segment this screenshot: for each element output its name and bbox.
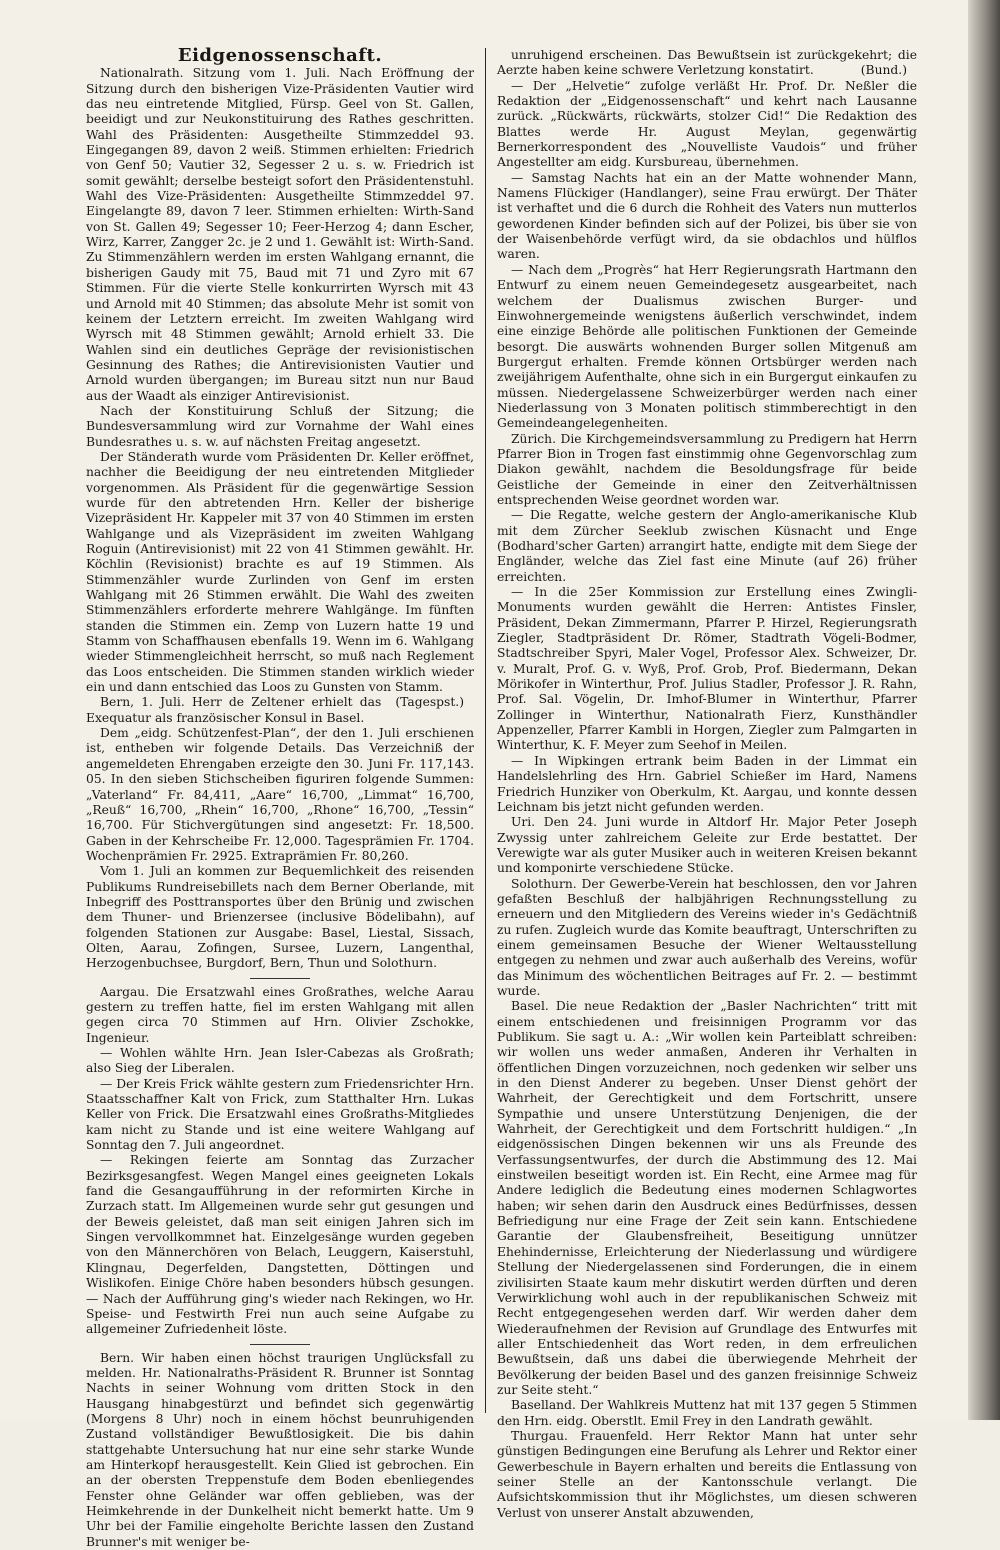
article-regatte: — Die Regatte, welche gestern der Anglo-amerikanische Klub mit dem Zürcher Seeklub zwischen Küsnacht und Enge (Bodhard'scher Garten) arrangirt hatte, endigte mit dem Siege der Engländer, welche das Ziel fast eine Minute (auf 26) früher erreichten. — [497, 508, 917, 584]
article-wipkingen: — In Wipkingen ertrank beim Baden in der Limmat ein Handelslehrling des Hrn. Gabriel Schießer im Hard, Namens Friedrich Hunziker von Oberkulm, Kt. Aargau, und konnte dessen Leichnam bis jetzt nicht gefunden werden. — [497, 753, 917, 814]
article-bern-konsul: Bern, 1. Juli. Herr de Zeltener erhielt das Exequatur als französischer Konsul in Basel. — [86, 695, 382, 725]
article-bern-unglueck: Bern. Wir haben einen höchst traurigen Unglücksfall zu melden. Hr. Nationalraths-Präsident R. Brunner ist Sonntag Nachts in seiner Wohnung vom dritten Stock in den Hausgang hinabgestürzt und befindet sich gegenwärtig (Morgens 8 Uhr) noch in einem höchst beunruhigenden Zustand vollständiger Bewußtlosigkeit. Die bis dahin stattgehabte Untersuchung hat nur eine sehr starke Wunde am Hinterkopf herausgestellt. Kein Glied ist gebrochen. Ein an der obersten Treppenstufe dem Boden ebenliegendes Fenster ohne Geländer war offen geblieben, was der Heimkehrende in der Dunkelheit nicht bemerkt hatte. Um 9 Uhr bei der Familie eingeholte Berichte lassen den Zustand Brunner's mit weniger be- — [86, 1350, 474, 1549]
section-divider — [250, 978, 310, 979]
page-binding-edge — [968, 0, 1000, 1420]
article-nationalrath: Nationalrath. Sitzung vom 1. Juli. Nach Eröffnung der Sitzung durch den bisherigen Vize-Präsidenten Vautier wird das neu eintretende Mitglied, Fürsp. Geel von St. Gallen, beeidigt und zur Neukonstituirung des Rathes geschritten. Wahl des Präsidenten: Ausgetheilte Stimmzeddel 93. Eingegangen 89, davon 2 weiß. Stimmen erhielten: Friedrich von Genf 50; Vautier 32, Segesser 2 u. s. w. Friedrich ist somit gewählt; derselbe besteigt sofort den Präsidentenstuhl. Wahl des Vize-Präsidenten: Ausgetheilte Stimmzeddel 97. Eingelangte 89, davon 7 leer. Stimmen erhielten: Wirth-Sand von St. Gallen 49; Segesser 10; Feer-Herzog 4; dann Escher, Wirz, Karrer, Zangger 2c. je 2 und 1. Gewählt ist: Wirth-Sand. Zu Stimmenzählern werden im ersten Wahlgang ernannt, die bisherigen Gaudy mit 75, Baud mit 71 und Zyro mit 67 Stimmen. Für die vierte Stelle konkurrirten Wyrsch mit 43 und Arnold mit 40 Stimmen; das absolute Mehr ist somit von keinem der Letztern erreicht. Im zweiten Wahlgang wird Wyrsch mit 48 Stimmen gewählt; Arnold erhielt 33. Die Wahlen sind ein deutliches Gepräge der revisionistischen Gesinnung des Rathes; die Antirevisionisten Vautier und Arnold wurden übergangen; im Bureau sitzt nun nur Baud aus der Waadt als einziger Antirevisionist. — [86, 66, 474, 403]
article-bern-cont — [497, 48, 917, 79]
article-bern-cont-text: unruhigend erscheinen. Das Bewußtsein ist zurückgekehrt; die Aerzte haben keine schwere Verletzung konstatirt. — [497, 48, 917, 78]
source-bund: (Bund.) — [860, 63, 907, 78]
section-divider — [250, 1344, 310, 1345]
article-gemeindegesetz: — Nach dem „Progrès“ hat Herr Regierungsrath Hartmann den Entwurf zu einem neuen Gemeindegesetz ausgearbeitet, nach welchem der Dualismus zwischen Burger- und Einwohnergemeinde wenigstens äußerlich verschwindet, indem eine einzige Behörde alle politischen Funktionen der Gemeinde besorgt. Die auswärts wohnenden Burger sollen Mitgenuß am Burgergut erhalten. Fremde können Ortsbürger werden nach zweijährigem Aufenthalte, ohne sich in ein Burgergut einkaufen zu müssen. Niedergelassene Schweizerbürger werden nach einer Niederlassung von 3 Monaten politisch stimmberechtigt in den Gemeindeangelegenheiten. — [497, 262, 917, 431]
article-baselland: Baselland. Der Wahlkreis Muttenz hat mit 137 gegen 5 Stimmen den Hrn. eidg. Oberstlt. Emil Frey in den Landrath gewählt. — [497, 1398, 917, 1428]
article-wohlen: — Wohlen wählte Hrn. Jean Isler-Cabezas als Großrath; also Sieg der Liberalen. — [86, 1046, 474, 1076]
article-staenderath-text: Der Ständerath wurde vom Präsidenten Dr. Keller eröffnet, nachher die Beeidigung der neu eintretenden Mitglieder vorgenommen. Als Präsident für die gegenwärtige Session wurde für den abtretenden Hrn. Keller der bisherige Vizepräsident Hr. Kappeler mit 37 von 40 Stimmen im ersten Wahlgange und als Vizepräsident im zweiten Wahlgang Roguin (Antirevisionist) mit 22 von 41 Stimmen gewählt. Hr. Köchlin (Revisionist) brachte es auf 19 Stimmen. Als Stimmenzähler wurde Zurlinden von Genf im ersten Wahlgang mit 26 Stimmen erwählt. Die Wahl des zweiten Stimmenzählers erforderte mehrere Wahlgänge. Im fünften standen die Stimmen ein. Zemp von Luzern hatte 19 und Stamm von Schaffhausen ebenfalls 19. Wenn im 6. Wahlgang wieder Stimmengleichheit herrscht, so muß nach Reglement das Loos entscheiden. Die Stimmen standen wirklich wieder ein und dann entschied das Loos zu Gunsten von Stamm. — [86, 449, 474, 695]
article-flueckiger: — Samstag Nachts hat ein an der Matte wohnender Mann, Namens Flückiger (Handlanger), seine Frau erwürgt. Der Thäter ist verhaftet und die 6 durch die Rohheit des Vaters nun mutterlos gewordenen Kinder befinden sich auf der Polizei, bis über sie von der Waisenbehörde verfügt wird, da sie obdachlos und hülflos waren. — [497, 170, 917, 262]
article-helvetie: — Der „Helvetie“ zufolge verläßt Hr. Prof. Dr. Neßler die Redaktion der „Eidgenossenschaft“ und kehrt nach Lausanne zurück. „Rückwärts, rückwärts, stolzer Cid!“ Die Redaktion des Blattes werde Hr. August Meylan, gegenwärtig Bernerkorrespondent des „Nouvelliste Vaudois“ und früher Angestellter am eidg. Kursbureau, übernehmen. — [497, 78, 917, 170]
article-aargau: Aargau. Die Ersatzwahl eines Großrathes, welche Aarau gestern zu treffen hatte, fiel im ersten Wahlgang mit allen gegen circa 70 Stimmen auf Hrn. Olivier Zschokke, Ingenieur. — [86, 984, 474, 1045]
article-uri: Uri. Den 24. Juni wurde in Altdorf Hr. Major Peter Joseph Zwyssig unter zahlreichem Geleite zur Erde bestattet. Der Verewigte war als guter Musiker auch in weiteren Kreisen bekannt und komponirte verschiedene Stücke. — [497, 815, 917, 876]
source-tagespost: (Tagespst.) — [395, 695, 464, 710]
article-solothurn: Solothurn. Der Gewerbe-Verein hat beschlossen, den vor Jahren gefaßten Beschluß der halbjährigen Rechnungsstellung zu erneuern und den Mitgliedern des Vereins wieder in's Gedächtniß zu rufen. Zugleich wurde das Komite beauftragt, Unterschriften zu einem gemeinsamen Besuche der Wiener Weltausstellung entgegen zu nehmen und zwar auch außerhalb des Vereins, wofür das Minimum des wöchentlichen Beitrages auf Fr. 2. — bestimmt wurde. — [497, 876, 917, 998]
article-frick: — Der Kreis Frick wählte gestern zum Friedensrichter Hrn. Staatsschaffner Kalt von Frick, zum Statthalter Hrn. Lukas Keller von Frick. Die Ersatzwahl eines Großraths-Mitgliedes kam nicht zu Stande und ist eine weitere Wahlgang auf Sonntag den 7. Juli angeordnet. — [86, 1076, 474, 1153]
article-zwingli: — In die 25er Kommission zur Erstellung eines Zwingli-Monuments wurden gewählt die Herren: Antistes Finsler, Präsident, Dekan Zimmermann, Pfarrer P. Hirzel, Regierungsrath Ziegler, Stadtpräsident Dr. Römer, Stadtrath Vögeli-Bodmer, Stadtschreiber Spyri, Maler Vogel, Professor Alex. Schweizer, Dr. v. Muralt, Prof. G. v. Wyß, Prof. Grob, Prof. Biedermann, Dekan Mörikofer in Winterthur, Prof. Julius Stadler, Professor J. R. Rahn, Prof. Sal. Vögelin, Dr. Imhof-Blumer in Winterthur, Pfarrer Zollinger in Winterthur, Nationalrath Fierz, Kunsthändler Appenzeller, Pfarrer Kambli in Horgen, Ziegler zum Palmgarten in Winterthur, K. F. Meyer zum Seehof in Meilen. — [497, 585, 917, 753]
article-basel: Basel. Die neue Redaktion der „Basler Nachrichten“ tritt mit einem entschiedenen und freisinnigen Programm vor das Publikum. Sie sagt u. A.: „Wir wollen kein Parteiblatt schreiben: wir wollen uns weder anmaßen, Anderen ihr Verhalten in öffentlichen Dingen vorzuzeichnen, noch gedenken wir selber uns in den Dienst Anderer zu begeben. Unser Dienst gehört der Wahrheit, der Gerechtigkeit und dem Fortschritt, unsere Sympathie und unsere Unterstützung Denjenigen, die der Wahrheit, der Gerechtigkeit und dem Fortschritt huldigen.“ „In eidgenössischen Dingen bekennen wir uns als Freunde des Verfassungsentwurfes, der durch die Abstimmung des 12. Mai einstweilen beseitigt worden ist. Ein Recht, eine Armee mag für Andere lediglich die Bedeutung eines modernen Schlagwortes haben; wir sehen darin den Ausdruck eines Bedürfnisses, dessen Befriedigung nur eine Frage der Zeit sein kann. Entschiedene Garantie der Glaubensfreiheit, Beseitigung unnützer Ehehindernisse, Erleichterung der Niederlassung und würdigere Stellung der Niedergelassenen sind Forderungen, die in einem zivilisirten Staate kaum mehr diskutirt werden dürften und deren Verwirklichung wohl auch in der republikanischen Schweiz mit Recht entgegengesehen werden darf. Wir werden daher dem Wiederaufnehmen der Revision auf Grundlage des Entwurfes mit aller Entschiedenheit das Wort reden, in dem erfreulichen Bewußtsein, daß uns dabei die überwiegende Mehrheit der Bevölkerung der beiden Basel und des ganzen freisinnige Schweiz zur Seite steht.“ — [497, 999, 917, 1397]
article-thurgau: Thurgau. Frauenfeld. Herr Rektor Mann hat unter sehr günstigen Bedingungen eine Berufung als Lehrer und Rektor einer Gewerbeschule in Bayern erhalten und bereits die Entlassung von seiner Stelle an der Kantonsschule verlangt. Die Aufsichtskommission thut ihr Möglichstes, um diesen schweren Verlust von unserer Anstalt abzuwenden, — [497, 1428, 917, 1520]
right-column — [497, 48, 917, 1520]
left-column — [86, 45, 474, 1549]
article-rekingen: — Rekingen feierte am Sonntag das Zurzacher Bezirksgesangfest. Wegen Mangel eines geeigneten Lokals fand die Gesangaufführung in der reformirten Kirche in Zurzach statt. Im Allgemeinen wurde sehr gut gesungen und der Beweis geleistet, daß man seit einigen Jahren sich im Singen vervollkommnet hat. Einzelgesänge wurden gegeben von den Männerchören von Belach, Leuggern, Kaiserstuhl, Klingnau, Degerfelden, Dangstetten, Döttingen und Wislikofen. Einige Chöre haben besonders hübsch gesungen. — Nach der Aufführung ging's wieder nach Rekingen, wo Hr. Speise- und Festwirth Frei nun auch seine Aufgabe zu allgemeiner Zufriedenheit löste. — [86, 1153, 474, 1337]
column-rule — [485, 48, 486, 1413]
article-rundreisebillets: Vom 1. Juli an kommen zur Bequemlichkeit des reisenden Publikums Rundreisebillets nach dem Berner Oberlande, mit Inbegriff des Posttransportes über den Brünig und zwischen dem Thuner- und Brienzersee (inclusive Bödelibahn), auf folgenden Stationen zur Ausgabe: Basel, Liestal, Sissach, Olten, Aarau, Zofingen, Sursee, Luzern, Langenthal, Herzogenbuchsee, Burgdorf, Bern, Thun und Solothurn. — [86, 864, 474, 971]
article-schuetzenfest: Dem „eidg. Schützenfest-Plan“, der den 1. Juli erschienen ist, entheben wir folgende Details. Das Verzeichniß der angemeldeten Ehrengaben erzeigte den 30. Juni Fr. 117,143. 05. In den sieben Stichscheiben figuriren folgende Summen: „Vaterland“ Fr. 84,411, „Aare“ 16,700, „Limmat“ 16,700, „Reuß“ 16,700, „Rhein“ 16,700, „Rhone“ 16,700, „Tessin“ 16,700. Für Stichvergütungen sind angesetzt: Fr. 18,500. Gaben in der Kehrscheibe Fr. 12,000. Tagesprämien Fr. 1704. Wochenprämien Fr. 2925. Extraprämien Fr. 80,260. — [86, 726, 474, 863]
article-bundesversammlung: Nach der Konstituirung Schluß der Sitzung; die Bundesversammlung wird zur Vornahme der Wahl eines Bundesrathes u. s. w. auf nächsten Freitag angesetzt. — [86, 403, 474, 449]
section-masthead: Eidgenossenschaft. — [177, 45, 383, 66]
article-zuerich: Zürich. Die Kirchgemeindsversammlung zu Predigern hat Herrn Pfarrer Bion in Trogen fast einstimmig ohne Gegenvorschlag zum Diakon gewählt, nachdem die Besoldungsfrage für beide Geistliche der Gemeinde in einer den Zeitverhältnissen entsprechenden Weise geordnet worden war. — [497, 431, 917, 507]
